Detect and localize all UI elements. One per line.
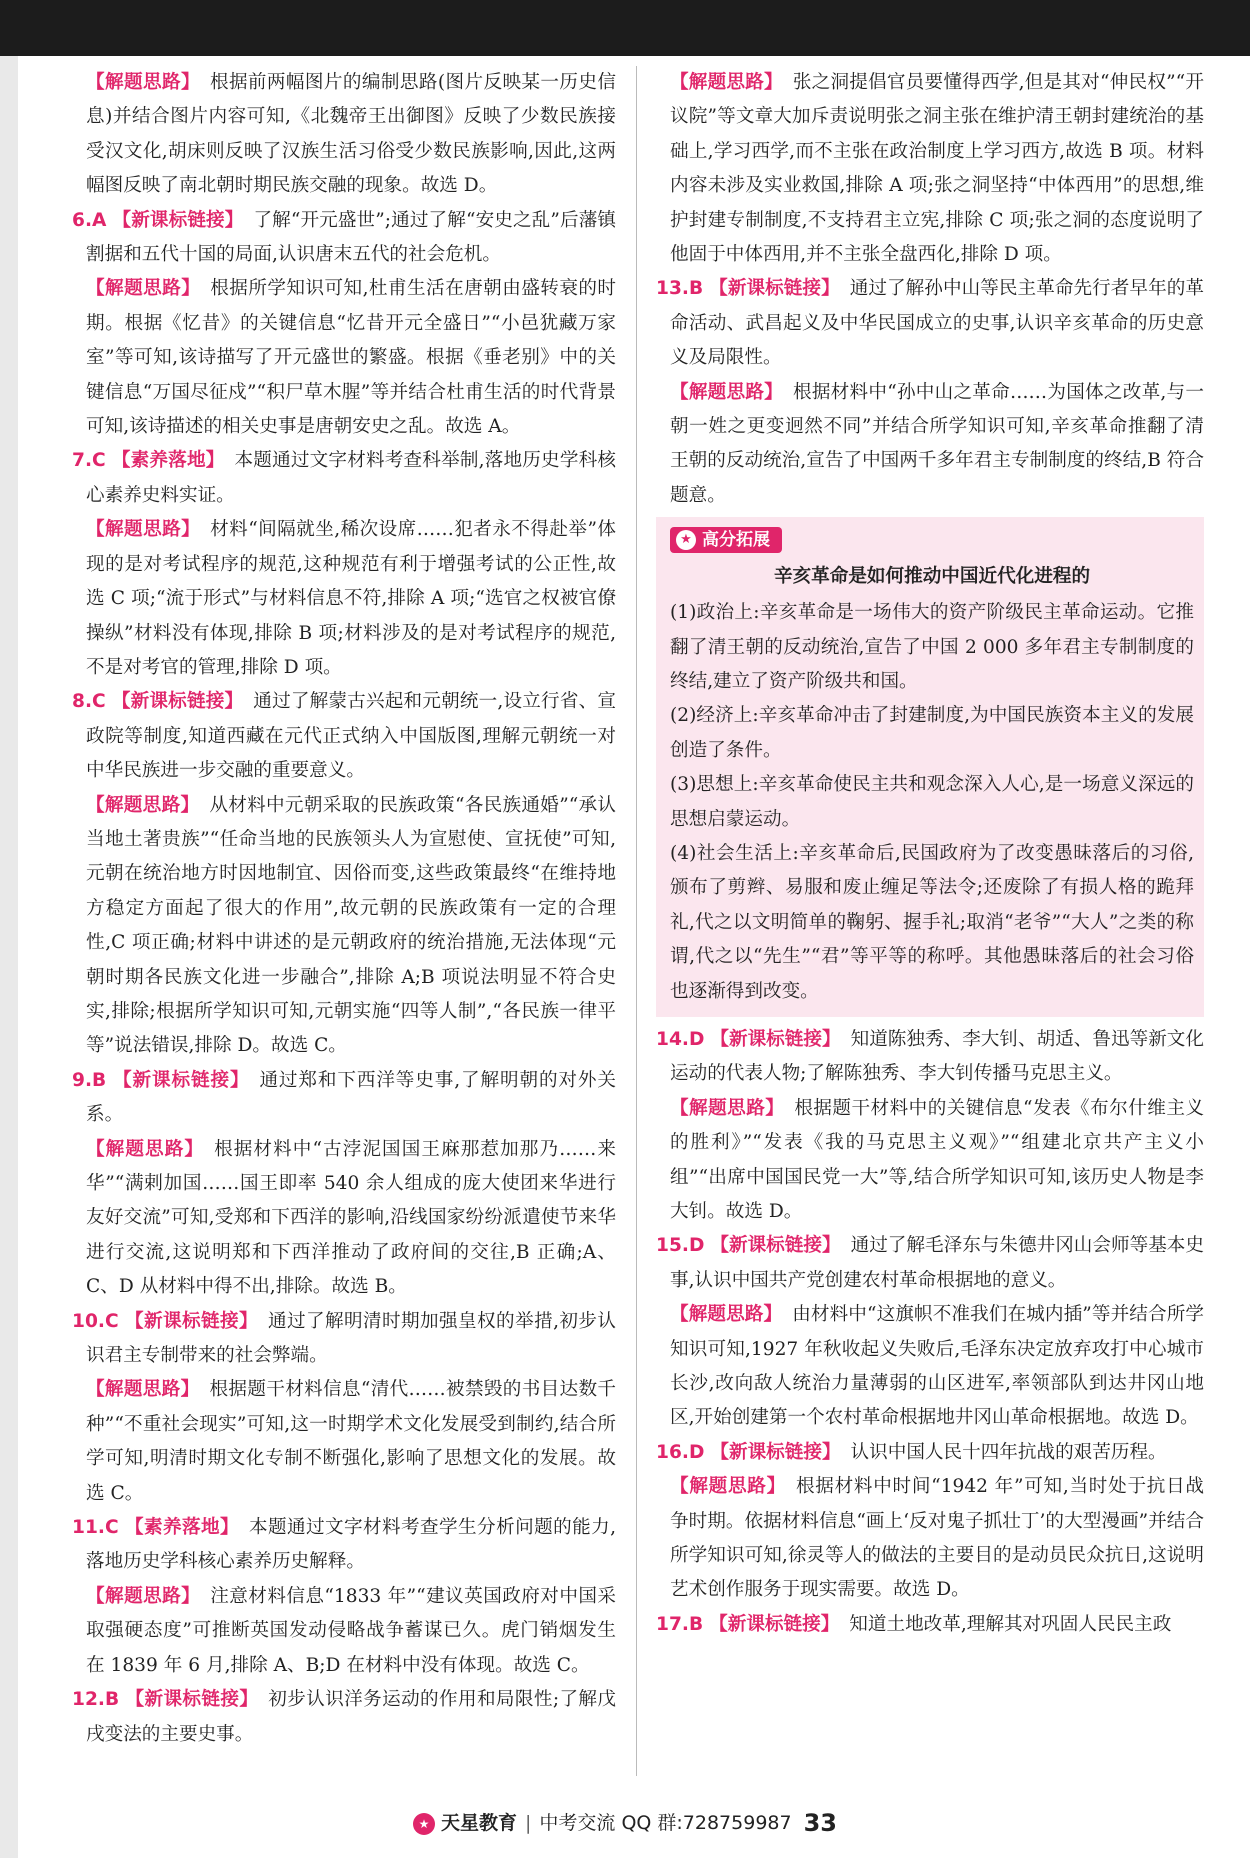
scan-left-edge	[0, 56, 18, 1858]
answer-text: 从材料中元朝采取的民族政策“各民族通婚”“承认当地土著贵族”“任命当地的民族领头人为宣慰使、宣抚使”可知,元朝在统治地方时因地制宜、因俗而变,这些政策最终“在维持地方稳定方面起了很大的作用”,故元朝的民族政策有一定的合理性,C 项正确;材料中讲述的是元朝政府的统治措施,无法体现“元朝时期各民族文化进一步融合”,排除 A;B 项说法明显不符合史实,排除;根据所学知识可知,元朝实施“四等人制”,“各民族一律平等”说法错误,排除 D。故选 C。	[86, 794, 616, 1057]
answer-item	[656, 1608, 1204, 1642]
answer-paragraph	[72, 1064, 616, 1133]
answer-item	[656, 1023, 1204, 1229]
section-tag: 【素养落地】	[111, 450, 225, 472]
question-number: 8.C	[72, 691, 106, 713]
section-tag: 【新课标链接】	[709, 1613, 840, 1635]
column-divider	[636, 66, 637, 1776]
brand-logo-icon: ★	[413, 1813, 435, 1835]
section-tag: 【解题思路】	[670, 1097, 785, 1119]
answer-item	[656, 1229, 1204, 1435]
question-number: 17.B	[656, 1613, 704, 1635]
star-icon: ★	[676, 530, 696, 550]
section-tag: 【新课标链接】	[710, 1235, 841, 1257]
section-tag: 【解题思路】	[86, 1138, 205, 1160]
answer-item	[72, 1683, 616, 1752]
answer-text: 通过了解蒙古兴起和元朝统一,设立行省、宣政院等制度,知道西藏在元代正式纳入中国版图,理解元朝统一对中华民族进一步交融的重要意义。	[86, 691, 616, 782]
answer-item	[656, 66, 1204, 272]
question-number: 7.C	[72, 450, 106, 472]
answer-paragraph	[72, 1580, 616, 1683]
extension-tag-label: 高分拓展	[702, 530, 770, 551]
answer-paragraph	[72, 513, 616, 685]
question-number: 12.B	[72, 1689, 120, 1711]
answer-item	[72, 66, 616, 204]
section-tag: 【解题思路】	[670, 1304, 783, 1326]
answer-item	[72, 685, 616, 1063]
section-tag: 【解题思路】	[86, 794, 200, 816]
answer-paragraph	[72, 1373, 616, 1511]
extension-tag	[670, 527, 782, 553]
answer-paragraph	[72, 272, 616, 444]
extension-paragraph: (3)思想上:辛亥革命使民主共和观念深入人心,是一场意义深远的思想启蒙运动。	[670, 774, 1194, 830]
answer-text: 本题通过文字材料考查科举制,落地历史学科核心素养史料实证。	[86, 450, 616, 506]
answer-text: 根据题干材料中的关键信息“发表《布尔什维主义的胜利》”“发表《我的马克思主义观》”“组建北京共产主义小组”“出席中国国民党一大”等,结合所学知识可知,该历史人物是李大钊。故选 D。	[670, 1097, 1204, 1222]
answer-text: 通过了解毛泽东与朱德井冈山会师等基本史事,认识中国共产党创建农村革命根据地的意义。	[670, 1235, 1204, 1291]
answer-text: 初步认识洋务运动的作用和局限性;了解戊戌变法的主要史事。	[86, 1689, 616, 1745]
answer-paragraph	[72, 1133, 616, 1305]
section-tag: 【新课标链接】	[112, 1069, 250, 1091]
footer-separator: |	[525, 1812, 532, 1834]
footer-brand: 天星教育	[440, 1812, 517, 1834]
answer-text: 由材料中“这旗帜不准我们在城内插”等并结合所学知识可知,1927 年秋收起义失败后,毛泽东决定放弃攻打中心城市长沙,改向敌人统治力量薄弱的山区进军,率领部队到达井冈山地区,开始创建第一个农村革命根据地井冈山革命根据地。故选 D。	[670, 1304, 1204, 1429]
answer-text: 了解“开元盛世”;通过了解“安史之乱”后藩镇割据和五代十国的局面,认识唐末五代的社会危机。	[86, 209, 616, 266]
answer-item	[656, 272, 1204, 513]
left-column	[72, 66, 616, 1752]
section-tag: 【解题思路】	[670, 1476, 786, 1498]
answer-paragraph	[72, 1683, 616, 1752]
answer-paragraph	[656, 1298, 1204, 1436]
section-tag: 【新课标链接】	[112, 209, 244, 231]
answer-text: 张之洞提倡官员要懂得西学,但是其对“伸民权”“开议院”等文章大加斥责说明张之洞主张在维护清王朝封建统治的基础上,学习西学,而不主张在政治制度上学习西方,故选 B 项。材料内容未涉及实业救国,排除 A 项;张之洞坚持“中体西用”的思想,维护封建专制制度,不支持君主立宪,排除 C 项;张之洞的态度说明了他固于中体西用,并不主张全盘西化,排除 D 项。	[670, 72, 1204, 266]
question-number: 11.C	[72, 1517, 119, 1539]
answer-paragraph	[72, 685, 616, 788]
page-footer	[0, 1808, 1250, 1837]
extension-paragraph: (2)经济上:辛亥革命冲击了封建制度,为中国民族资本主义的发展创造了条件。	[670, 705, 1194, 761]
question-number: 16.D	[656, 1441, 705, 1463]
extension-paragraph: (1)政治上:辛亥革命是一场伟大的资产阶级民主革命运动。它推翻了清王朝的反动统治,宣告了中国 2 000 多年君主专制制度的终结,建立了资产阶级共和国。	[670, 602, 1194, 692]
answer-text: 知道陈独秀、李大钊、胡适、鲁迅等新文化运动的代表人物;了解陈独秀、李大钊传播马克思主义。	[670, 1028, 1204, 1085]
section-tag: 【解题思路】	[670, 72, 783, 93]
question-number: 14.D	[656, 1028, 705, 1050]
answer-text: 根据前两幅图片的编制思路(图片反映某一历史信息)并结合图片内容可知,《北魏帝王出御图》反映了少数民族接受汉文化,胡床则反映了汉族生活习俗受少数民族影响,因此,这两幅图反映了南北朝时期民族交融的现象。故选 D。	[86, 72, 616, 197]
answer-paragraph	[656, 1023, 1204, 1092]
extension-title: 辛亥革命是如何推动中国近代化进程的	[773, 565, 1091, 587]
section-tag: 【解题思路】	[86, 72, 200, 93]
answer-text: 根据材料中“孙中山之革命……为国体之改革,与一朝一姓之更变迥然不同”并结合所学知识可知,辛亥革命推翻了清王朝的反动统治,宣告了中国两千多年君主专制制度的终结,B 符合题意。	[670, 381, 1204, 506]
answer-text: 根据题干材料信息“清代……被禁毁的书目达数千种”“不重社会现实”可知,这一时期学术文化发展受到制约,结合所学可知,明清时期文化专制不断强化,影响了思想文化的发展。故选 C。	[86, 1379, 616, 1504]
question-number: 10.C	[72, 1310, 119, 1332]
section-tag: 【新课标链接】	[124, 1310, 259, 1332]
answer-text: 通过了解孙中山等民主革命先行者早年的革命活动、武昌起义及中华民国成立的史事,认识辛亥革命的历史意义及局限性。	[670, 278, 1204, 369]
question-number: 6.A	[72, 209, 107, 231]
answer-paragraph	[72, 1305, 616, 1374]
answer-paragraph	[656, 1092, 1204, 1230]
footer-qq-group: 中考交流 QQ 群:728759987	[539, 1812, 792, 1834]
answer-text: 通过郑和下西洋等史事,了解明朝的对外关系。	[86, 1069, 616, 1126]
section-tag: 【素养落地】	[124, 1517, 240, 1539]
answer-item	[72, 444, 616, 685]
answer-paragraph	[656, 1608, 1204, 1642]
answer-paragraph	[656, 1229, 1204, 1298]
answer-text: 本题通过文字材料考查学生分析问题的能力,落地历史学科核心素养历史解释。	[86, 1517, 616, 1573]
question-number: 9.B	[72, 1069, 107, 1091]
answer-item	[656, 1436, 1204, 1608]
answer-paragraph	[656, 376, 1204, 514]
section-tag: 【新课标链接】	[710, 1028, 841, 1050]
section-tag: 【解题思路】	[670, 381, 784, 403]
answer-text: 根据材料中时间“1942 年”可知,当时处于抗日战争时期。依据材料信息“画上‘反对鬼子抓壮丁’的大型漫画”并结合所学知识可知,徐灵等人的做法的主要目的是动员民众抗日,这说明艺术创作服务于现实需要。故选 D。	[670, 1476, 1204, 1601]
answer-item	[72, 1305, 616, 1511]
extension-paragraph: (4)社会生活上:辛亥革命后,民国政府为了改变愚昧落后的习俗,颁布了剪辫、易服和废止缠足等法令;还废除了有损人格的跪拜礼,代之以文明简单的鞠躬、握手礼;取消“老爷”“大人”之类的称谓,代之以“先生”“君”等平等的称呼。其他愚昧落后的社会习俗也逐渐得到改变。	[670, 842, 1194, 1002]
section-tag: 【解题思路】	[86, 278, 201, 300]
answer-paragraph	[72, 1511, 616, 1580]
section-tag: 【新课标链接】	[111, 691, 244, 713]
answer-paragraph	[72, 789, 616, 1064]
page-number: 33	[803, 1809, 837, 1837]
section-tag: 【解题思路】	[86, 519, 201, 541]
answer-text: 注意材料信息“1833 年”“建议英国政府对中国采取强硬态度”可推断英国发动侵略战争蓄谋已久。虎门销烟发生在 1839 年 6 月,排除 A、B;D 在材料中没有体现。故选 C。	[86, 1585, 616, 1676]
scan-top-border	[0, 0, 1250, 56]
answer-item	[72, 1511, 616, 1683]
section-tag: 【解题思路】	[86, 1585, 201, 1607]
right-column	[656, 66, 1204, 1642]
extension-box	[656, 517, 1204, 1017]
answer-paragraph	[72, 444, 616, 513]
answer-text: 根据所学知识可知,杜甫生活在唐朝由盛转衰的时期。根据《忆昔》的关键信息“忆昔开元全盛日”“小邑犹藏万家室”等可知,该诗描写了开元盛世的繁盛。根据《垂老别》中的关键信息“万国尽征戍”“积尸草木腥”等并结合杜甫生活的时代背景可知,该诗描述的相关史事是唐朝安史之乱。故选 A。	[86, 278, 616, 438]
answer-text: 通过了解明清时期加强皇权的举措,初步认识君主专制带来的社会弊端。	[86, 1310, 616, 1367]
answer-text: 认识中国人民十四年抗战的艰苦历程。	[850, 1441, 1167, 1463]
question-number: 13.B	[656, 278, 704, 300]
section-tag: 【新课标链接】	[709, 278, 840, 300]
answer-paragraph	[72, 66, 616, 204]
section-tag: 【解题思路】	[86, 1379, 200, 1401]
answer-item	[72, 1064, 616, 1305]
question-number: 15.D	[656, 1235, 705, 1257]
section-tag: 【新课标链接】	[710, 1441, 841, 1463]
answer-text: 材料“间隔就坐,稀次设席……犯者永不得赴举”体现的是对考试程序的规范,这种规范有利于增强考试的公正性,故选 C 项;“流于形式”与材料信息不符,排除 A 项;“选官之权被官僚操纵”材料没有体现,排除 B 项;材料涉及的是对考试程序的规范,不是对考官的管理,排除 D 项。	[86, 519, 616, 678]
answer-text: 知道土地改革,理解其对巩固人民民主政	[849, 1613, 1172, 1635]
answer-paragraph	[656, 1470, 1204, 1608]
answer-paragraph	[72, 204, 616, 273]
answer-paragraph	[656, 66, 1204, 272]
answer-paragraph	[656, 1436, 1204, 1470]
section-tag: 【新课标链接】	[125, 1689, 259, 1711]
answer-paragraph	[656, 272, 1204, 375]
answer-text: 根据材料中“古浡泥国国王麻那惹加那乃……来华”“满剌加国……国王即率 540 余人组成的庞大使团来华进行友好交流”可知,受郑和下西洋的影响,沿线国家纷纷派遣使节来华进行交流,这说明郑和下西洋推动了政府间的交往,B 正确;A、C、D 从材料中得不出,排除。故选 B。	[86, 1138, 616, 1298]
answer-item	[72, 204, 616, 445]
